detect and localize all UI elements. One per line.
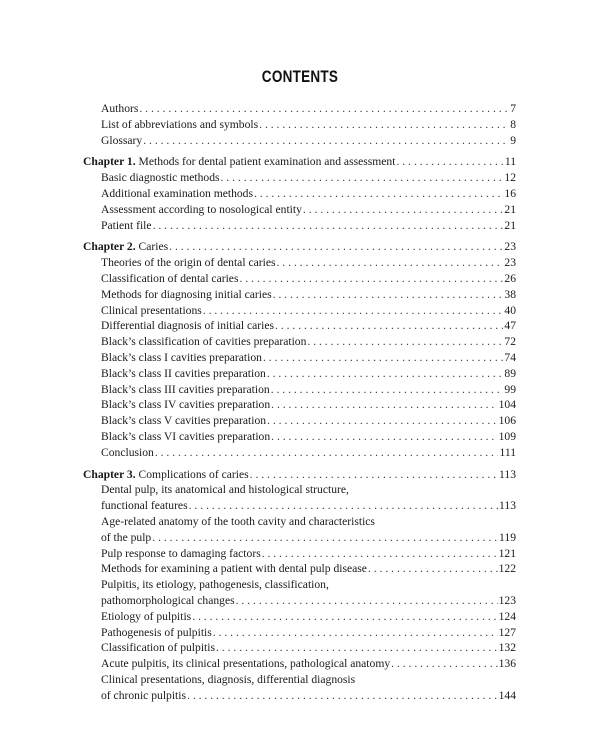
dot-leader — [267, 413, 498, 429]
toc-entry[interactable] — [101, 482, 516, 498]
toc-entry-label: Black’s classification of cavities preparation — [101, 335, 307, 349]
toc-page-number: 121 — [498, 546, 516, 560]
toc-entry-title — [101, 186, 253, 202]
toc-entry-label: Caries — [138, 240, 169, 254]
toc-entry[interactable] — [101, 514, 516, 530]
toc-entry-title — [101, 170, 220, 186]
toc-entry-title — [101, 656, 390, 672]
chapter-number: Chapter 2. — [83, 240, 136, 254]
toc-entry-label: Basic diagnostic methods — [101, 171, 220, 185]
toc-entry-label: Pulpitis, its etiology, pathogenesis, classification, — [101, 578, 329, 592]
toc-entry[interactable] — [101, 287, 516, 303]
toc-page-number: 26 — [504, 271, 516, 285]
toc-entry[interactable] — [101, 593, 516, 609]
table-of-contents — [0, 101, 600, 709]
toc-page-number: 38 — [504, 287, 516, 301]
toc-page-number: 119 — [499, 530, 516, 544]
toc-entry[interactable] — [101, 688, 516, 704]
toc-entry-label: Black’s class II cavities preparation — [101, 366, 266, 380]
toc-entry-label: Black’s class IV cavities preparation — [101, 398, 271, 412]
toc-page-number: 7 — [510, 102, 516, 115]
dot-leader — [391, 656, 497, 672]
toc-page-number: 11 — [504, 155, 516, 169]
toc-entry-label: Black’s class III cavities preparation — [101, 382, 270, 396]
dot-leader — [143, 133, 509, 149]
dot-leader — [276, 255, 503, 271]
toc-entry-title — [101, 593, 235, 609]
toc-entry[interactable] — [101, 672, 516, 688]
dot-leader — [221, 170, 504, 186]
toc-entry[interactable] — [101, 640, 516, 656]
toc-entry[interactable] — [101, 625, 516, 641]
dot-leader — [155, 445, 499, 461]
toc-entry[interactable] — [101, 429, 516, 445]
dot-leader — [250, 467, 498, 483]
toc-page-number: 123 — [498, 593, 516, 607]
dot-leader — [303, 202, 503, 218]
toc-page-number: 111 — [499, 445, 516, 459]
toc-entry-title — [101, 202, 302, 218]
toc-entry-title — [101, 578, 329, 591]
toc-entry[interactable] — [101, 202, 516, 218]
toc-entry[interactable] — [101, 133, 516, 149]
toc-entry[interactable] — [101, 397, 516, 413]
toc-page-number: 21 — [504, 202, 516, 216]
chapter-number: Chapter 1. — [83, 155, 136, 169]
toc-entry-label: functional features — [101, 499, 188, 513]
toc-entry-label: Methods for dental patient examination and assessment — [138, 155, 396, 169]
toc-entry-label: Authors — [101, 102, 139, 115]
toc-page-number: 113 — [499, 467, 516, 481]
dot-leader — [271, 397, 497, 413]
toc-entry[interactable] — [101, 382, 516, 398]
toc-entry[interactable] — [101, 366, 516, 382]
toc-page-number: 23 — [504, 256, 516, 270]
toc-page-number: 12 — [504, 171, 516, 185]
toc-entry-title — [101, 429, 270, 445]
dot-leader — [216, 640, 498, 656]
toc-entry-label: Methods for examining a patient with dental pulp disease — [101, 562, 367, 576]
toc-entry-title — [101, 318, 274, 334]
toc-page-number: 106 — [498, 414, 516, 428]
toc-entry-label: Etiology of pulpitis — [101, 609, 192, 623]
toc-entry-title — [83, 154, 395, 170]
toc-page-number: 74 — [504, 350, 516, 364]
toc-page-number: 136 — [498, 657, 516, 671]
dot-leader — [368, 561, 498, 577]
toc-entry[interactable] — [101, 334, 516, 350]
toc-entry[interactable] — [101, 318, 516, 334]
toc-entry-title — [101, 287, 272, 303]
toc-entry-label: Clinical presentations, diagnosis, differential diagnosis — [101, 672, 356, 686]
toc-entry-title — [101, 133, 142, 149]
toc-entry-label: Classification of dental caries — [101, 271, 239, 285]
toc-page-number: 109 — [498, 429, 516, 443]
toc-page-number: 47 — [504, 319, 516, 333]
toc-entry[interactable] — [101, 271, 516, 287]
toc-page-number: 72 — [504, 335, 516, 349]
toc-entry[interactable] — [101, 530, 516, 546]
dot-leader — [259, 117, 509, 133]
toc-entry-title — [101, 640, 215, 656]
toc-entry-label: Black’s class V cavities preparation — [101, 414, 267, 428]
toc-entry-label: Methods for diagnosing initial caries — [101, 287, 272, 301]
toc-entry-title — [83, 239, 168, 255]
toc-entry-label: Assessment according to nosological entity — [101, 202, 302, 216]
page-title: CONTENTS — [261, 68, 339, 86]
toc-entry-title — [101, 350, 262, 366]
toc-group — [0, 467, 600, 704]
toc-entry[interactable] — [101, 546, 516, 562]
toc-entry-title — [101, 498, 188, 514]
toc-entry-label: Theories of the origin of dental caries — [101, 256, 276, 270]
toc-entry-label: Patient file — [101, 218, 152, 232]
dot-leader — [307, 334, 503, 350]
toc-entry[interactable] — [101, 445, 516, 461]
toc-entry-title — [101, 515, 375, 528]
dot-leader — [239, 271, 503, 287]
toc-group — [0, 101, 600, 148]
toc-entry[interactable] — [101, 413, 516, 429]
toc-entry-label: of the pulp — [101, 530, 152, 544]
toc-page-number: 104 — [498, 398, 516, 412]
toc-entry-label: Age-related anatomy of the tooth cavity and characteristics — [101, 514, 375, 528]
toc-entry[interactable] — [101, 350, 516, 366]
toc-entry-label: Complications of caries — [138, 467, 249, 481]
dot-leader — [273, 287, 504, 303]
dot-leader — [189, 498, 498, 514]
toc-entry[interactable] — [101, 561, 516, 577]
toc-chapter-entry[interactable] — [83, 239, 516, 255]
dot-leader — [192, 609, 497, 625]
toc-entry-label: Additional examination methods — [101, 186, 253, 200]
toc-entry-title — [101, 673, 355, 686]
toc-entry-label: Dental pulp, its anatomical and histological structure, — [101, 483, 349, 497]
toc-page-number: 122 — [498, 562, 516, 576]
toc-entry-label: Classification of pulpitis — [101, 641, 215, 655]
toc-page-number: 23 — [504, 240, 516, 254]
toc-chapter-entry[interactable] — [83, 154, 516, 170]
dot-leader — [169, 239, 503, 255]
toc-page-number: 8 — [510, 117, 516, 131]
toc-entry-title — [101, 546, 261, 562]
toc-entry-title — [101, 413, 266, 429]
toc-page-number: 9 — [510, 133, 516, 147]
toc-entry-title — [101, 303, 202, 319]
toc-page-number: 127 — [498, 625, 516, 639]
toc-entry-title — [101, 218, 152, 234]
toc-page-number: 124 — [498, 609, 516, 623]
toc-entry-title — [101, 117, 258, 133]
toc-entry[interactable] — [101, 609, 516, 625]
dot-leader — [236, 593, 498, 609]
toc-page-number: 144 — [498, 688, 516, 702]
dot-leader — [254, 186, 503, 202]
dot-leader — [139, 101, 509, 117]
toc-entry[interactable] — [101, 656, 516, 672]
toc-entry[interactable] — [101, 218, 516, 234]
toc-entry-label: Glossary — [101, 133, 143, 147]
toc-entry-label: List of abbreviations and symbols — [101, 117, 259, 131]
toc-entry-title — [101, 530, 151, 546]
dot-leader — [187, 688, 498, 704]
toc-entry-title — [101, 397, 270, 413]
toc-page-number: 132 — [498, 641, 516, 655]
toc-entry-label: Pulp response to damaging factors — [101, 546, 261, 560]
dot-leader — [271, 429, 497, 445]
dot-leader — [213, 625, 498, 641]
toc-entry-label: Acute pulpitis, its clinical presentations, pathological anatomy — [101, 657, 391, 671]
toc-page-number: 113 — [499, 499, 516, 513]
toc-entry-title — [101, 609, 191, 625]
toc-entry[interactable] — [101, 577, 516, 593]
dot-leader — [396, 154, 503, 170]
dot-leader — [152, 530, 498, 546]
toc-entry[interactable] — [101, 170, 516, 186]
toc-entry-title — [83, 467, 249, 483]
toc-entry-title — [101, 561, 367, 577]
toc-entry[interactable] — [101, 498, 516, 514]
toc-entry[interactable] — [101, 303, 516, 319]
toc-group — [0, 154, 600, 233]
toc-group — [0, 239, 600, 460]
toc-entry-title — [101, 625, 212, 641]
toc-entry-title — [101, 334, 306, 350]
toc-entry-title — [101, 445, 154, 461]
toc-entry-label: Black’s class VI cavities preparation — [101, 429, 271, 443]
toc-entry[interactable] — [101, 186, 516, 202]
toc-entry[interactable] — [101, 117, 516, 133]
toc-entry-title — [101, 366, 266, 382]
dot-leader — [275, 318, 503, 334]
dot-leader — [263, 350, 503, 366]
dot-leader — [262, 546, 498, 562]
toc-page-number: 89 — [504, 366, 516, 380]
toc-entry-label: Clinical presentations — [101, 303, 202, 317]
toc-entry-label: pathomorphological changes — [101, 593, 235, 607]
toc-entry-title — [101, 483, 349, 496]
toc-entry-label: Conclusion — [101, 445, 154, 459]
toc-page-number: 40 — [504, 303, 516, 317]
toc-entry-label: of chronic pulpitis — [101, 688, 187, 702]
toc-entry-title — [101, 382, 270, 398]
toc-entry[interactable] — [101, 255, 516, 271]
toc-entry-title — [101, 688, 186, 704]
toc-chapter-entry[interactable] — [83, 467, 516, 483]
toc-entry[interactable] — [101, 101, 516, 117]
toc-entry-title — [101, 101, 138, 117]
toc-page-number: 21 — [504, 218, 516, 232]
toc-entry-label: Pathogenesis of pulpitis — [101, 625, 212, 639]
chapter-number: Chapter 3. — [83, 467, 136, 481]
toc-entry-title — [101, 271, 238, 287]
toc-entry-label: Differential diagnosis of initial caries — [101, 319, 274, 333]
dot-leader — [203, 303, 504, 319]
dot-leader — [267, 366, 504, 382]
toc-entry-label: Black’s class I cavities preparation — [101, 350, 262, 364]
toc-page-number: 99 — [504, 382, 516, 396]
dot-leader — [153, 218, 504, 234]
toc-entry-title — [101, 255, 275, 271]
toc-page-number: 16 — [504, 186, 516, 200]
dot-leader — [271, 382, 504, 398]
